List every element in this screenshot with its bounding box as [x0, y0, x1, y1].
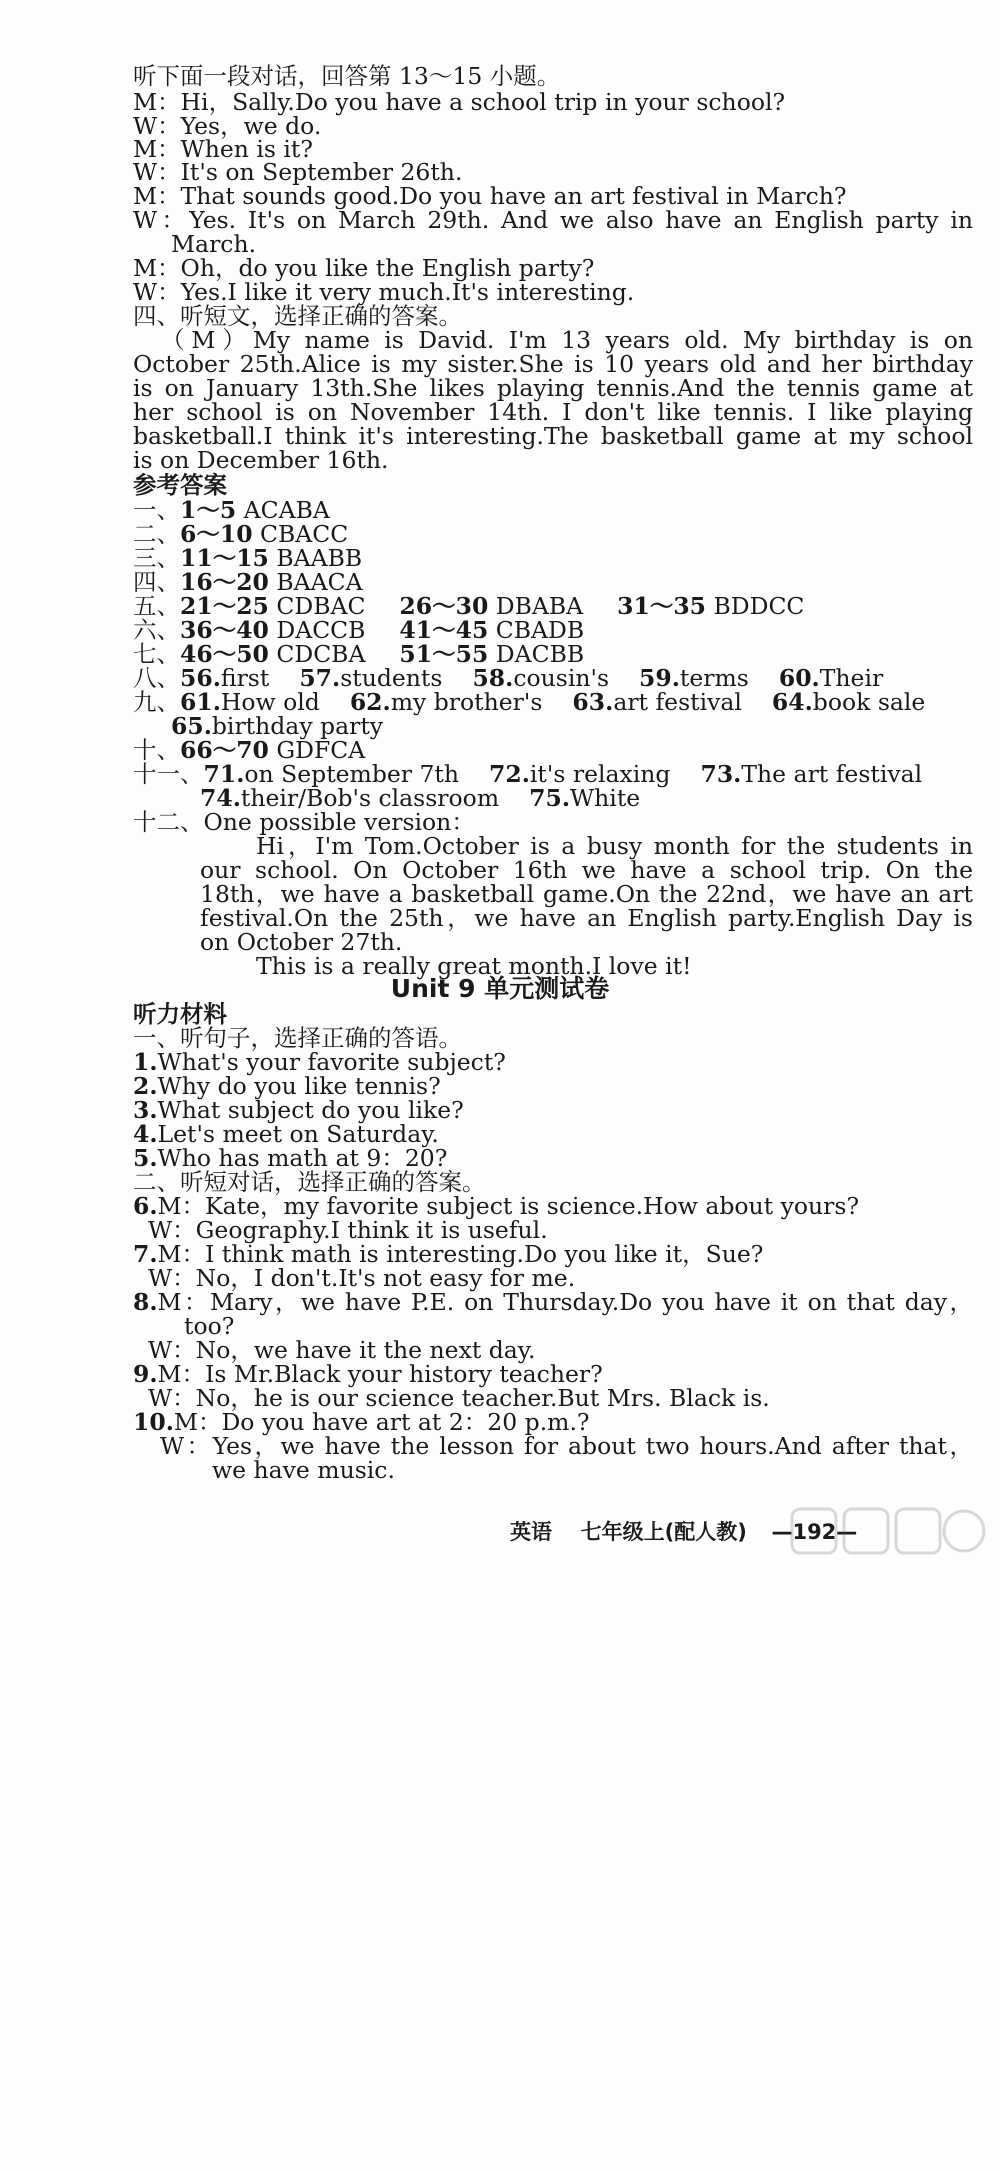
footer-grade: 七年级上(配人教) — [580, 1520, 747, 1544]
question-number: 1. — [133, 1048, 158, 1076]
answer-text: DBABA — [488, 592, 584, 620]
question-number: 4. — [133, 1120, 158, 1148]
answer-text: DACCB — [268, 616, 366, 644]
answer-text: cousin's — [513, 664, 610, 692]
answer-text: DACBB — [488, 640, 585, 668]
answer-prefix: 四、 — [133, 568, 180, 596]
question-number: 5. — [133, 1144, 158, 1172]
answer-text: How old — [220, 688, 320, 716]
question-text: Why do you like tennis? — [157, 1072, 441, 1100]
answer-number: 36～40 — [180, 616, 269, 644]
answer-number: 65. — [171, 712, 212, 740]
answer-text: ACABA — [236, 496, 330, 524]
dialogue-line: M：When is it? — [133, 135, 313, 163]
question-number: 9. — [133, 1360, 158, 1388]
answer-line: we have music. — [212, 1456, 395, 1484]
answer-text: GDFCA — [268, 736, 366, 764]
answer-text: art festival — [613, 688, 742, 716]
answer-text: birthday party — [211, 712, 384, 740]
answer-line: W：No，I don't.It's not easy for me. — [148, 1264, 576, 1292]
essay-line: This is a really great month.I love it! — [256, 952, 692, 980]
answer-text: CBADB — [488, 616, 585, 644]
unit-title: Unit 9 单元测试卷 — [390, 974, 610, 1003]
essay-line: on October 27th. — [200, 928, 403, 956]
answer-number: 60. — [778, 664, 820, 692]
answer-line: W：Geography.I think it is useful. — [148, 1216, 548, 1244]
answer-text: students — [340, 664, 443, 692]
answer-text: CBACC — [252, 520, 349, 548]
answer-number: 56. — [180, 664, 221, 692]
answer-number: 72. — [489, 760, 530, 788]
dialogue-line: March. — [171, 230, 257, 258]
dialogue-line: W：It's on September 26th. — [133, 158, 463, 186]
answer-number: 57. — [299, 664, 341, 692]
answers-heading: 参考答案 — [133, 471, 227, 499]
answer-prefix: 九、 — [133, 688, 180, 716]
answer-text: White — [570, 784, 641, 812]
answer-text: terms — [679, 664, 749, 692]
section-heading: 二、听短对话，选择正确的答案。 — [133, 1168, 486, 1196]
answer-number: 26～30 — [399, 592, 489, 620]
answer-text: The art festival — [741, 760, 923, 788]
answer-prefix: 七、 — [133, 640, 180, 668]
question-number: 10. — [133, 1408, 174, 1436]
answer-text: my brother's — [390, 688, 543, 716]
essay-line: 18th，we have a basketball game.On the 22nd，we have an art — [200, 880, 973, 908]
question-number: 7. — [133, 1240, 158, 1268]
passage-line: is on January 13th.She likes playing tennis.And the tennis game at — [133, 374, 973, 402]
essay-line: Hi，I'm Tom.October is a busy month for the students in — [256, 832, 973, 860]
answer-number: 58. — [472, 664, 514, 692]
question-line: too? — [184, 1312, 235, 1340]
answer-prefix: 十一、 — [133, 760, 204, 788]
section-heading: 四、听短文，选择正确的答案。 — [133, 302, 462, 330]
answer-number: 74. — [200, 784, 241, 812]
answer-number: 62. — [349, 688, 391, 716]
question-text: What's your favorite subject? — [157, 1048, 506, 1076]
question-text: What subject do you like? — [157, 1096, 464, 1124]
answer-text: CDBAC — [268, 592, 366, 620]
dialogue-line: W：Yes.I like it very much.It's interesting. — [133, 278, 635, 306]
answer-text: on September 7th — [244, 760, 460, 788]
answer-prefix: 十二、 — [133, 808, 204, 836]
answer-text: CDCBA — [268, 640, 366, 668]
question-number: 2. — [133, 1072, 158, 1100]
answer-line: W：No，he is our science teacher.But Mrs. Black is. — [148, 1384, 770, 1412]
essay-line: our school. On October 16th we have a school trip. On the — [200, 856, 973, 884]
answer-prefix: 一、 — [133, 496, 180, 524]
answer-number: 6～10 — [180, 520, 253, 548]
answer-number: 31～35 — [617, 592, 707, 620]
answer-prefix: 八、 — [133, 664, 180, 692]
answer-prefix: 三、 — [133, 544, 180, 572]
question-text: M：Mary，we have P.E. on Thursday.Do you have it on that day， — [157, 1288, 973, 1316]
question-text: M：Is Mr.Black your history teacher? — [157, 1360, 603, 1388]
question-number: 6. — [133, 1192, 158, 1220]
answer-number: 59. — [639, 664, 680, 692]
answer-number: 1～5 — [180, 496, 237, 524]
section-heading: 一、听句子，选择正确的答语。 — [133, 1024, 462, 1052]
answer-text: their/Bob's classroom — [240, 784, 500, 812]
passage-line: basketball.I think it's interesting.The basketball game at my school — [133, 422, 973, 450]
question-number: 8. — [133, 1288, 158, 1316]
answer-number: 51～55 — [399, 640, 489, 668]
listening-material-heading: 听力材料 — [133, 1000, 227, 1028]
answer-text: first — [220, 664, 270, 692]
answer-number: 73. — [700, 760, 742, 788]
answer-text: book sale — [812, 688, 926, 716]
essay-line: festival.On the 25th，we have an English party.English Day is — [200, 904, 973, 932]
answer-number: 16～20 — [180, 568, 269, 596]
answer-text: BAABB — [268, 544, 363, 572]
dialogue-line: M：That sounds good.Do you have an art festival in March? — [133, 182, 847, 210]
dialogue-line: M：Hi，Sally.Do you have a school trip in your school? — [133, 88, 786, 116]
answer-number: 46～50 — [180, 640, 269, 668]
answer-prefix: 六、 — [133, 616, 180, 644]
answer-prefix: 五、 — [133, 592, 180, 620]
answer-number: 11～15 — [180, 544, 269, 572]
answer-prefix: 十、 — [133, 736, 180, 764]
passage-line: her school is on November 14th. I don't like tennis. I like playing — [133, 398, 973, 426]
answer-number: 71. — [203, 760, 245, 788]
answer-text: One possible version： — [203, 808, 475, 836]
question-text: M：I think math is interesting.Do you like it，Sue? — [157, 1240, 764, 1268]
answer-line: W：Yes，we have the lesson for about two hours.And after that， — [160, 1432, 973, 1460]
passage-line: （M）My name is David. I'm 13 years old. My birthday is on — [161, 326, 973, 354]
dialogue-line: W：Yes，we do. — [133, 112, 322, 140]
answer-number: 66～70 — [180, 736, 269, 764]
answer-text: Their — [819, 664, 884, 692]
question-text: Let's meet on Saturday. — [157, 1120, 439, 1148]
question-number: 3. — [133, 1096, 158, 1124]
answer-number: 21～25 — [180, 592, 269, 620]
answer-number: 63. — [572, 688, 614, 716]
answer-prefix: 二、 — [133, 520, 180, 548]
answer-number: 61. — [180, 688, 221, 716]
answer-text: it's relaxing — [529, 760, 671, 788]
passage-line: is on December 16th. — [133, 446, 389, 474]
footer-subject: 英语 — [510, 1520, 552, 1544]
watermark-logo-icon — [790, 1505, 990, 1565]
answer-number: 64. — [771, 688, 813, 716]
dialogue-line: M：Oh，do you like the English party? — [133, 254, 595, 282]
answer-line: W：No，we have it the next day. — [148, 1336, 536, 1364]
answer-number: 41～45 — [399, 616, 489, 644]
passage-line: October 25th.Alice is my sister.She is 10 years old and her birthday — [133, 350, 973, 378]
answer-text: BDDCC — [706, 592, 805, 620]
dialogue-line: W：Yes. It's on March 29th. And we also have an English party in — [133, 206, 973, 234]
question-text: M：Kate，my favorite subject is science.How about yours? — [157, 1192, 860, 1220]
question-text: Who has math at 9：20? — [157, 1144, 448, 1172]
question-text: M：Do you have art at 2：20 p.m.? — [173, 1408, 590, 1436]
page-number: —192— — [771, 1520, 858, 1544]
dialogue-intro: 听下面一段对话，回答第 13～15 小题。 — [133, 62, 561, 90]
answer-text: BAACA — [268, 568, 363, 596]
answer-number: 75. — [529, 784, 571, 812]
